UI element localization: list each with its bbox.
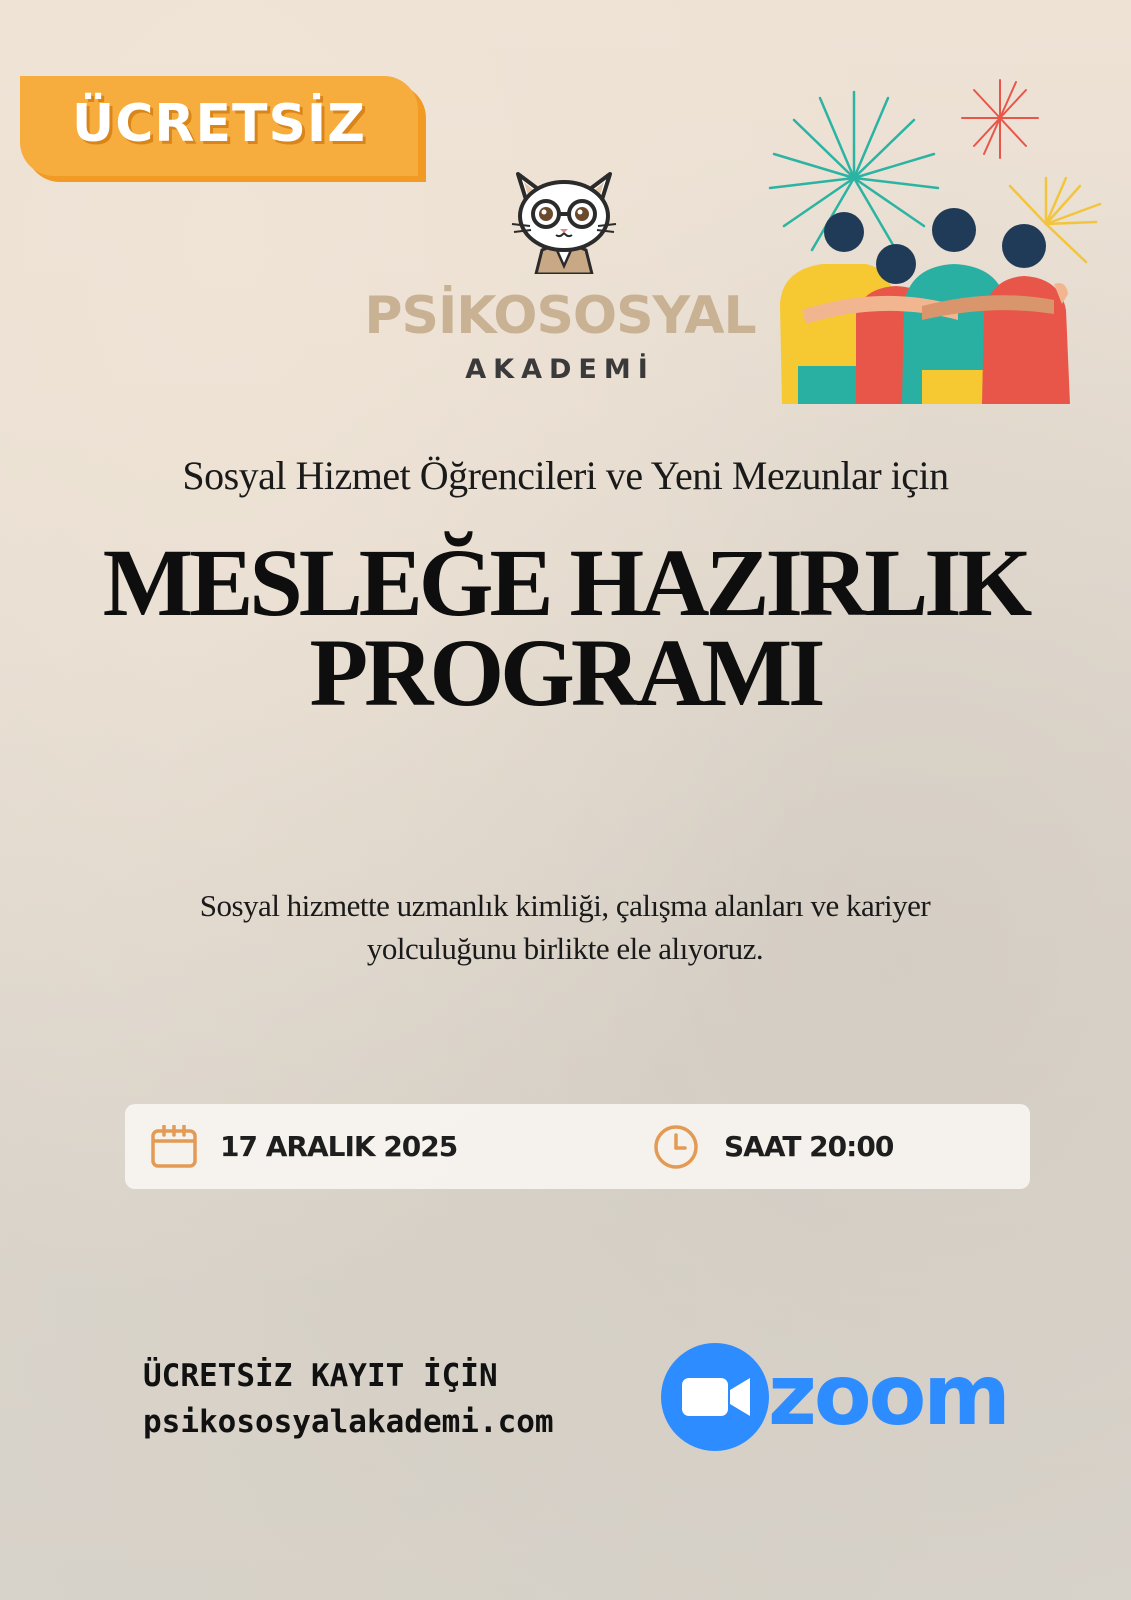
event-time	[652, 1104, 893, 1189]
fireworks-illustration	[762, 74, 1122, 404]
cat-mascot-icon	[506, 158, 622, 274]
title-line-1: MESLEĞE HAZIRLIK	[102, 529, 1029, 636]
free-badge	[20, 76, 426, 182]
calendar-icon	[150, 1125, 198, 1169]
description	[120, 884, 1010, 970]
people-group	[780, 208, 1070, 404]
event-info-bar	[125, 1104, 1030, 1189]
firework-red	[962, 80, 1038, 158]
zoom-camera-icon	[661, 1343, 769, 1451]
event-date-text: 17 ARALIK 2025	[220, 1130, 458, 1163]
event-time-text: SAAT 20:00	[724, 1130, 894, 1163]
free-badge-label: ÜCRETSİZ	[72, 94, 366, 154]
brand-subname: AKADEMİ	[465, 354, 655, 385]
registration-url[interactable]: psikososyalakademi.com	[143, 1404, 554, 1440]
description-line-1: Sosyal hizmette uzmanlık kimliği, çalışma alanları ve kariyer	[199, 888, 931, 923]
title-line-2: PROGRAMI	[309, 619, 822, 726]
page-title	[0, 529, 1131, 726]
registration-label: ÜCRETSİZ KAYIT İÇİN	[143, 1358, 498, 1394]
subtitle: Sosyal Hizmet Öğrencileri ve Yeni Mezunlar için	[182, 453, 949, 498]
zoom-wordmark: zoom	[768, 1346, 1008, 1444]
description-line-2: yolculuğunu birlikte ele alıyoruz.	[366, 931, 764, 966]
event-date	[150, 1104, 457, 1189]
brand-name: PSİKOSOSYAL	[364, 286, 756, 346]
zoom-logo	[660, 1342, 1010, 1452]
clock-icon	[652, 1123, 700, 1171]
